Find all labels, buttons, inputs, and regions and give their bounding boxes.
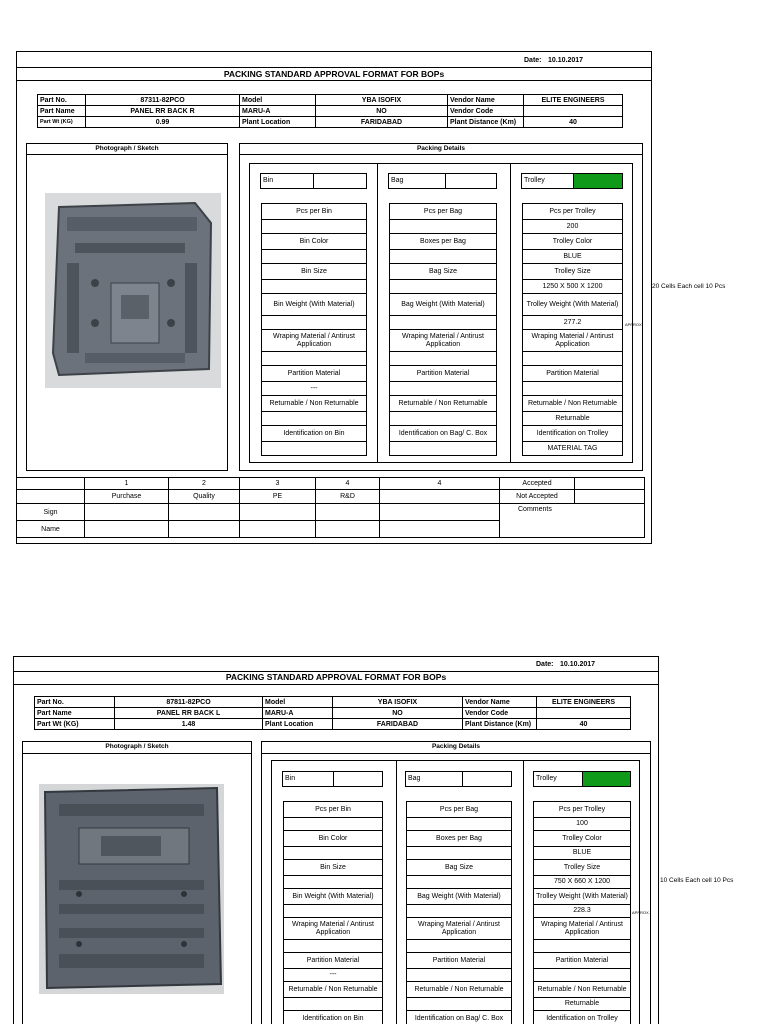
date-label: Date: (536, 661, 554, 668)
approx-note: APPROX. (625, 322, 643, 327)
packing-field-value: 200 (522, 219, 623, 234)
comments-label: Comments (500, 504, 645, 538)
packing-field-value (261, 411, 367, 426)
approx-note: APPROX. (632, 910, 650, 915)
model: MARU-A (263, 708, 333, 719)
packing-field-label: Bin Size (283, 859, 383, 876)
no-value: NO (333, 708, 463, 719)
packing-field-value (406, 904, 512, 918)
divider (22, 753, 252, 754)
model: MARU-A (240, 106, 316, 117)
date-label: Date: (524, 57, 542, 64)
packing-field-value (261, 315, 367, 330)
part-photo (39, 784, 224, 994)
trolley-label: Trolley (521, 173, 574, 189)
packing-field-label: Identification on Trolley (533, 1010, 631, 1024)
packing-field-value: BLUE (522, 249, 623, 264)
packing-field-label: Partition Material (283, 952, 383, 969)
part-info-table (37, 94, 623, 128)
packing-field-label: Wraping Material / Antirust Application (522, 329, 623, 352)
packing-label: Packing Details (416, 145, 466, 152)
col-number-4: 4 (316, 478, 380, 490)
packing-field-value (389, 411, 497, 426)
packing-field-label: Trolley Weight (With Material) (533, 888, 631, 905)
packing-field-label: Bin Weight (With Material) (283, 888, 383, 905)
plant-distance-label: Plant Distance (Km) (463, 719, 537, 730)
packing-label: Packing Details (431, 743, 481, 750)
packing-field-label: Pcs per Trolley (533, 801, 631, 818)
part-name: PANEL RR BACK R (86, 106, 240, 117)
packing-field-value (389, 441, 497, 456)
packing-field-value: Returnable (533, 997, 631, 1011)
packing-field-label: Returnable / Non Returnable (261, 395, 367, 412)
packing-field-label: Bag Size (389, 263, 497, 280)
packing-field-value (389, 279, 497, 294)
role-pe: PE (240, 490, 316, 504)
packing-field-label: Returnable / Non Returnable (533, 981, 631, 998)
packing-field-label: Pcs per Bin (261, 203, 367, 220)
packing-field-label: Identification on Bin (261, 425, 367, 442)
part-panel-image (39, 784, 224, 994)
packing-field-label: Pcs per Bag (406, 801, 512, 818)
vendor-name-label: Vendor Name (463, 697, 537, 708)
sign-quality[interactable] (169, 504, 240, 521)
bag-label: Bag (405, 771, 463, 787)
photo-label: Photograph / Sketch (95, 145, 159, 152)
sign-pe[interactable] (240, 504, 316, 521)
packing-field-value (261, 219, 367, 234)
vendor-code (524, 106, 623, 117)
sign-label: Sign (17, 504, 85, 521)
packing-field-label: Returnable / Non Returnable (406, 981, 512, 998)
name-quality[interactable] (169, 521, 240, 538)
trolley-label: Trolley (533, 771, 583, 787)
plant-distance: 40 (524, 117, 623, 128)
accepted-check[interactable] (575, 478, 645, 490)
packing-field-value (283, 904, 383, 918)
packing-field-value (406, 817, 512, 831)
packing-field-label: Trolley Size (533, 859, 631, 876)
packing-field-label: Partition Material (261, 365, 367, 382)
form-title: PACKING STANDARD APPROVAL FORMAT FOR BOPs (225, 672, 447, 682)
packing-field-label: Pcs per Trolley (522, 203, 623, 220)
bin-label: Bin (282, 771, 334, 787)
bin-label: Bin (260, 173, 314, 189)
packing-field-value: 100 (533, 817, 631, 831)
packing-field-label: Returnable / Non Returnable (283, 981, 383, 998)
packing-field-label: Boxes per Bag (389, 233, 497, 250)
part-name: PANEL RR BACK L (115, 708, 263, 719)
packing-field-label: Pcs per Bag (389, 203, 497, 220)
trolley-swatch (582, 771, 631, 787)
divider (396, 760, 397, 1024)
packing-field-value (283, 846, 383, 860)
packing-field-value: 750 X 660 X 1200 (533, 875, 631, 889)
signoff-table (16, 477, 645, 538)
part-no: 87311-82PCO (86, 95, 240, 106)
packing-field-value (406, 997, 512, 1011)
not-accepted-label: Not Accepted (500, 490, 575, 504)
divider (510, 163, 511, 463)
trolley-swatch (573, 173, 623, 189)
packing-field-label: Boxes per Bag (406, 830, 512, 847)
model-label: Model (240, 95, 316, 106)
name-label: Name (17, 521, 85, 538)
divider (377, 163, 378, 463)
divider (523, 760, 524, 1024)
packing-field-label: Partition Material (389, 365, 497, 382)
packing-field-value: 228.3 (533, 904, 631, 918)
packing-field-label: Bin Color (261, 233, 367, 250)
plant-location-label: Plant Location (240, 117, 316, 128)
packing-field-value (389, 249, 497, 264)
col-number-5: 4 (380, 478, 500, 490)
bag-label: Bag (388, 173, 446, 189)
vendor-code-label: Vendor Code (463, 708, 537, 719)
packing-field-label: Bag Weight (With Material) (406, 888, 512, 905)
bag-value (462, 771, 512, 787)
side-note: 10 Cells Each cell 10 Pcs (660, 877, 734, 884)
name-purchase[interactable] (85, 521, 169, 538)
no-value: NO (316, 106, 448, 117)
date-value: 10.10.2017 (548, 57, 584, 64)
plant-distance: 40 (537, 719, 631, 730)
packing-field-value (406, 939, 512, 953)
packing-field-label: Trolley Weight (With Material) (522, 293, 623, 316)
part-panel-image (45, 193, 221, 388)
col-number-2: 2 (169, 478, 240, 490)
part-photo (45, 193, 221, 388)
packing-field-value (389, 381, 497, 396)
part-wt-label: Part Wt (KG) (35, 719, 115, 730)
role-rd: R&D (316, 490, 380, 504)
packing-field-value (406, 968, 512, 982)
packing-field-value (406, 875, 512, 889)
vendor-name: ELITE ENGINEERS (537, 697, 631, 708)
part-no-label: Part No. (35, 697, 115, 708)
model-value: YBA ISOFIX (333, 697, 463, 708)
packing-field-label: Bin Color (283, 830, 383, 847)
plant-location: FARIDABAD (333, 719, 463, 730)
packing-field-label: Wraping Material / Antirust Application (261, 329, 367, 352)
packing-field-label: Partition Material (406, 952, 512, 969)
model-value: YBA ISOFIX (316, 95, 448, 106)
divider (13, 684, 659, 685)
packing-field-label: Identification on Bin (283, 1010, 383, 1024)
packing-field-value (283, 875, 383, 889)
packing-field-label: Bag Weight (With Material) (389, 293, 497, 316)
packing-field-label: Bin Size (261, 263, 367, 280)
packing-field-label: Returnable / Non Returnable (389, 395, 497, 412)
divider (16, 67, 652, 68)
model-label: Model (263, 697, 333, 708)
packing-field-value: 277.2 (522, 315, 623, 330)
packing-field-value (261, 351, 367, 366)
packing-field-label: Wraping Material / Antirust Application (406, 917, 512, 940)
packing-field-label: Trolley Color (522, 233, 623, 250)
packing-field-value: 1250 X 500 X 1200 (522, 279, 623, 294)
packing-field-label: Trolley Color (533, 830, 631, 847)
name-rd[interactable] (316, 521, 380, 538)
part-wt-label: Part Wt (KG) (38, 117, 86, 128)
vendor-code-label: Vendor Code (448, 106, 524, 117)
packing-field-value: --- (261, 381, 367, 396)
packing-field-label: Partition Material (522, 365, 623, 382)
not-accepted-check[interactable] (575, 490, 645, 504)
packing-field-value (522, 351, 623, 366)
packing-field-value (533, 939, 631, 953)
packing-field-label: Partition Material (533, 952, 631, 969)
packing-field-label: Returnable / Non Returnable (522, 395, 623, 412)
vendor-code (537, 708, 631, 719)
bin-value (333, 771, 383, 787)
packing-field-value (283, 939, 383, 953)
sign-rd[interactable] (316, 504, 380, 521)
packing-field-value (389, 315, 497, 330)
packing-field-value (406, 846, 512, 860)
date-value: 10.10.2017 (560, 661, 596, 668)
packing-field-label: Trolley Size (522, 263, 623, 280)
packing-field-label: Bin Weight (With Material) (261, 293, 367, 316)
photo-label: Photograph / Sketch (105, 743, 169, 750)
packing-field-value (261, 249, 367, 264)
packing-field-label: Identification on Bag/ C. Box (406, 1010, 512, 1024)
packing-field-value (261, 279, 367, 294)
packing-field-value (389, 351, 497, 366)
packing-field-label: Wraping Material / Antirust Application (283, 917, 383, 940)
part-info-table (34, 696, 631, 730)
accepted-label: Accepted (500, 478, 575, 490)
side-note: 20 Cells Each cell 10 Pcs (652, 283, 726, 290)
part-wt: 0.99 (86, 117, 240, 128)
col-number-3: 3 (240, 478, 316, 490)
part-name-label: Part Name (38, 106, 86, 117)
packing-field-label: Identification on Trolley (522, 425, 623, 442)
bag-value (445, 173, 497, 189)
col-number-1: 1 (85, 478, 169, 490)
packing-field-value (533, 968, 631, 982)
role-purchase: Purchase (85, 490, 169, 504)
packing-field-value (522, 381, 623, 396)
divider (239, 154, 643, 155)
part-no: 87811-82PCO (115, 697, 263, 708)
divider (261, 753, 651, 754)
packing-field-value: MATERIAL TAG (522, 441, 623, 456)
part-wt: 1.48 (115, 719, 263, 730)
packing-field-value: Returnable (522, 411, 623, 426)
part-no-label: Part No. (38, 95, 86, 106)
sign-purchase[interactable] (85, 504, 169, 521)
packing-field-value: --- (283, 968, 383, 982)
vendor-name: ELITE ENGINEERS (524, 95, 623, 106)
plant-distance-label: Plant Distance (Km) (448, 117, 524, 128)
plant-location: FARIDABAD (316, 117, 448, 128)
packing-field-label: Pcs per Bin (283, 801, 383, 818)
packing-field-value: BLUE (533, 846, 631, 860)
packing-field-label: Bag Size (406, 859, 512, 876)
divider (26, 154, 228, 155)
packing-field-value (261, 441, 367, 456)
name-pe[interactable] (240, 521, 316, 538)
bin-value (313, 173, 367, 189)
divider (16, 80, 652, 81)
packing-field-value (389, 219, 497, 234)
packing-field-value (283, 817, 383, 831)
packing-field-label: Identification on Bag/ C. Box (389, 425, 497, 442)
vendor-name-label: Vendor Name (448, 95, 524, 106)
packing-field-label: Wraping Material / Antirust Application (389, 329, 497, 352)
form-title: PACKING STANDARD APPROVAL FORMAT FOR BOPs (223, 69, 445, 79)
packing-field-label: Wraping Material / Antirust Application (533, 917, 631, 940)
role-quality: Quality (169, 490, 240, 504)
packing-field-value (283, 997, 383, 1011)
plant-location-label: Plant Location (263, 719, 333, 730)
part-name-label: Part Name (35, 708, 115, 719)
